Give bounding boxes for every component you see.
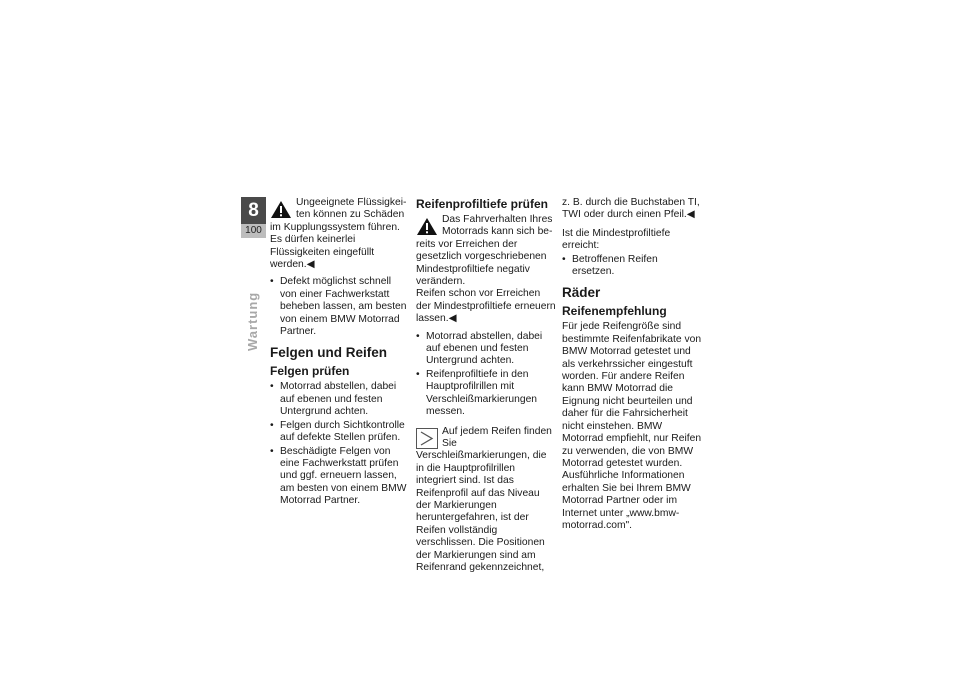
paragraph: Für jede Reifengröße sind bestimmte Reifenfabrikate von BMW Motorrad getestet und als verkehrssicher eingestuft worden. Für andere Reifen kann BMW Motorrad die Eignung nicht beurteilen und daher für die Fahrsicherheit nicht einstehen. BMW Motorrad empfiehlt, nur Reifen zu verwenden, die von BMW Motorrad getestet wurden. Ausführliche Informationen erhalten Sie bei Ihrem BMW Motorrad Partner oder im Internet unter „www.bmw-motorrad.com". xyxy=(562,321,702,531)
note-arrow-icon xyxy=(416,428,438,449)
warning-text-2: Es dürfen keinerlei Flüssigkeiten eingefüllt werden.◀ xyxy=(270,234,375,271)
chapter-title-vertical: Wartung xyxy=(245,291,260,351)
list-item: • Motorrad abstellen, dabei auf ebenen und festen Untergrund achten. xyxy=(416,331,556,368)
column-2 xyxy=(416,197,556,579)
bullet-list xyxy=(270,381,410,507)
list-item: • Reifenprofiltiefe in den Hauptprofilrillen mit Verschleißmarkierungen messen. xyxy=(416,369,556,419)
warning-block xyxy=(270,197,410,271)
bullet-list xyxy=(416,331,556,419)
column-1 xyxy=(270,197,410,515)
section-title: Räder xyxy=(562,285,601,301)
warning-text: Das Fahrverhalten Ihres Motorrads kann sich bereits vor Erreichen der gesetzlich vorgeschriebenen Mindestprofiltiefe negativ verändern. xyxy=(416,214,553,288)
note-text: Auf jedem Reifen finden Sie Verschleißmarkierungen, die in die Hauptprofilrillen integriert sind. Ist das Reifenprofil auf das Niveau der Markierungen heruntergefahren, ist der Reifen vollständig verschlissen. Die Positionen der Markierungen sind am Reifenrand gekennzeichnet, xyxy=(416,425,552,573)
list-item: • Beschädigte Felgen von eine Fachwerkstatt prüfen und ggf. erneuern lassen, am besten von einem BMW Motorrad Partner. xyxy=(270,446,410,508)
page-number: 100 xyxy=(241,224,266,238)
list-item: • Betroffenen Reifen ersetzen. xyxy=(562,254,702,279)
warning-block xyxy=(416,214,556,326)
list-item: • Motorrad abstellen, dabei auf ebenen und festen Untergrund achten. xyxy=(270,381,410,418)
list-item: • Felgen durch Sichtkontrolle auf defekte Stellen prüfen. xyxy=(270,420,410,445)
warning-text-2: Reifen schon vor Erreichen der Mindestprofiltiefe erneuern lassen.◀ xyxy=(416,288,556,325)
continuation-text: z. B. durch die Buchstaben TI, TWI oder durch einen Pfeil.◀ xyxy=(562,197,700,221)
subsection-title: Felgen prüfen xyxy=(270,364,350,379)
column-3 xyxy=(562,197,702,538)
warning-text: Ungeeignete Flüssigkeiten können zu Schäden im Kupplungssystem führen. xyxy=(270,197,407,233)
warning-triangle-icon xyxy=(416,216,438,237)
chapter-marker xyxy=(241,197,266,238)
warning-triangle-icon xyxy=(270,199,292,220)
condition-text: Ist die Mindestprofiltiefe erreicht: xyxy=(562,227,671,252)
bullet-list xyxy=(562,254,702,279)
section-title: Felgen und Reifen xyxy=(270,345,388,361)
chapter-number: 8 xyxy=(241,197,266,224)
bullet-list xyxy=(270,276,410,338)
list-item: • Defekt möglichst schnell von einer Fachwerkstatt beheben lassen, am besten von einem BMW Motorrad Partner. xyxy=(270,276,410,338)
note-block xyxy=(416,426,556,575)
subsection-title: Reifenprofiltiefe prüfen xyxy=(416,197,549,211)
subsection-title: Reifenempfehlung xyxy=(562,304,667,319)
